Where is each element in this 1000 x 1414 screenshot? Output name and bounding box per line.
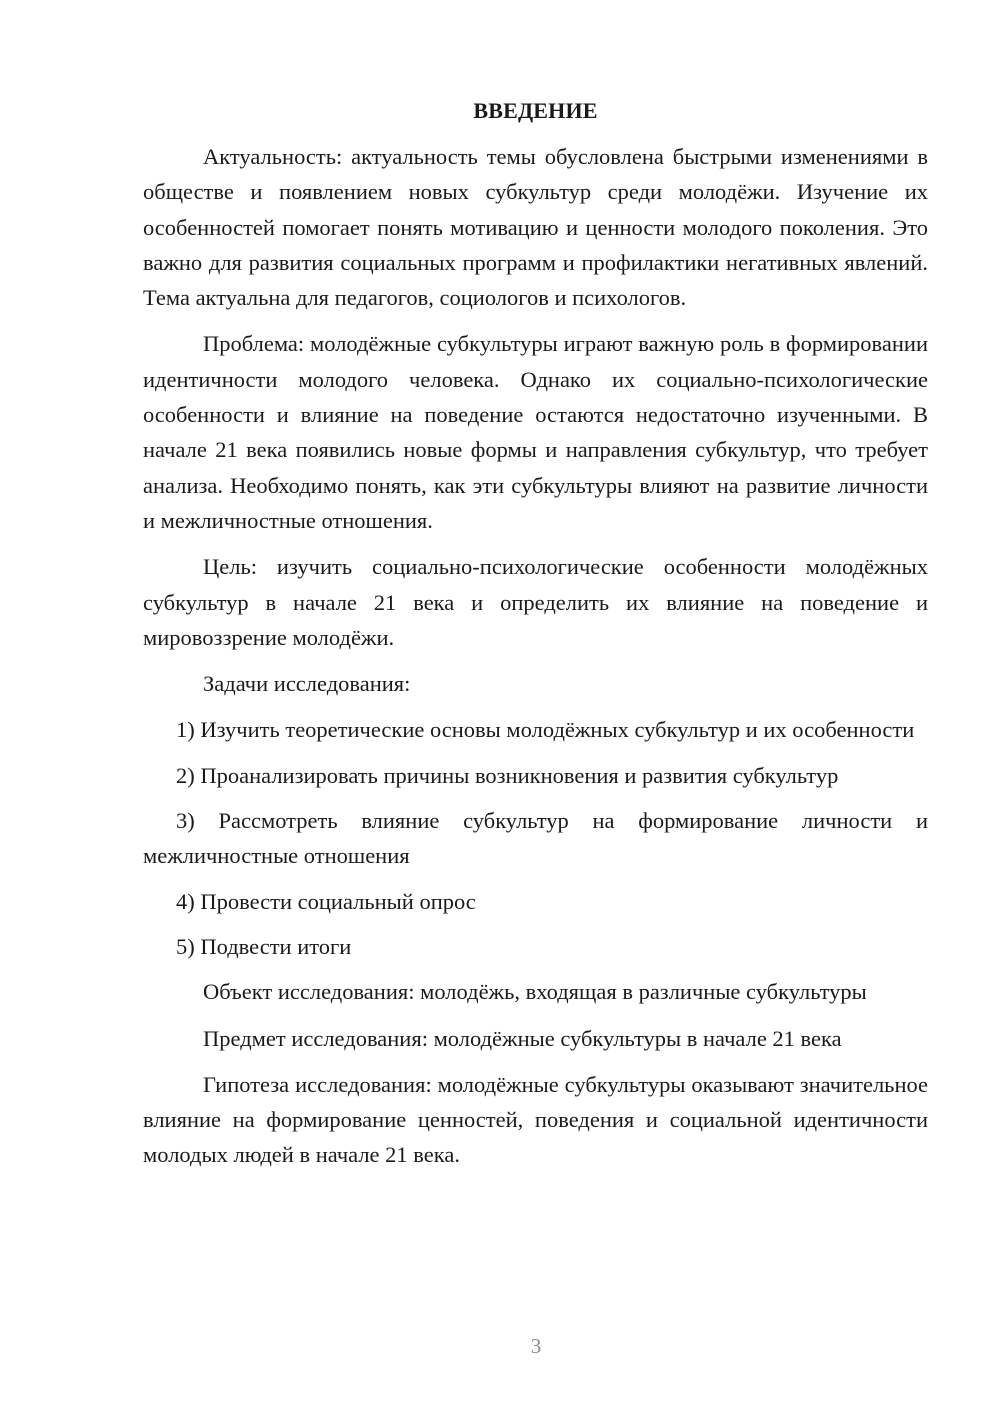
relevance-paragraph: Актуальность: актуальность темы обусловлена быстрыми изменениями в обществе и появлением новых субкультур среди молодёжи. Изучение их особенностей помогает понять мотивацию и ценности молодого поколения. Это важно для развития социальных программ и профилактики негативных явлений. Тема актуальна для педагогов, социологов и психологов.: [143, 144, 928, 311]
task-item: 4) Провести социальный опрос: [176, 888, 476, 914]
section-title: ВВЕДЕНИЕ: [473, 98, 598, 123]
task-item: 5) Подвести итоги: [176, 933, 352, 959]
task-item: 1) Изучить теоретические основы молодёжных субкультур и их особенности: [176, 717, 915, 743]
task-item: 2) Проанализировать причины возникновения и развития субкультур: [176, 762, 839, 788]
tasks-heading: Задачи исследования:: [203, 671, 411, 697]
page-content: [143, 96, 928, 1184]
page-number: 3: [530, 1334, 542, 1358]
problem-paragraph: Проблема: молодёжные субкультуры играют важную роль в формировании идентичности молодого человека. Однако их социально-психологические особенности и влияние на поведение остаются недостаточно изученными. В начале 21 века появились новые формы и направления субкультур, что требует анализа. Необходимо понять, как эти субкультуры влияют на развитие личности и межличностные отношения.: [143, 331, 928, 533]
subject-paragraph: Предмет исследования: молодёжные субкультуры в начале 21 века: [203, 1025, 842, 1051]
object-paragraph: Объект исследования: молодёжь, входящая в различные субкультуры: [203, 979, 867, 1005]
goal-paragraph: Цель: изучить социально-психологические особенности молодёжных субкультур в начале 21 века и определить их влияние на поведение и мировоззрение молодёжи.: [143, 554, 928, 650]
hypothesis-paragraph: Гипотеза исследования: молодёжные субкультуры оказывают значительное влияние на формирование ценностей, поведения и социальной идентичности молодых людей в начале 21 века.: [143, 1071, 928, 1168]
task-item: 3) Рассмотреть влияние субкультур на формирование личности и межличностные отношения: [143, 808, 928, 869]
